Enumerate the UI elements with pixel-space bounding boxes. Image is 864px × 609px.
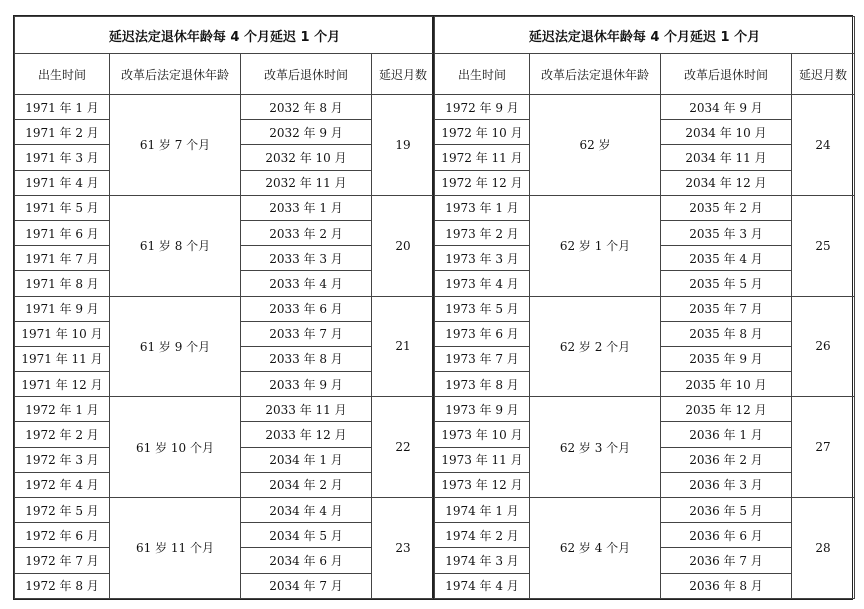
birth-time-cell: 1973 年 9 月	[435, 397, 530, 422]
retirement-time-cell: 2034 年 2 月	[241, 472, 372, 497]
birth-time-cell: 1971 年 1 月	[15, 95, 110, 120]
retirement-time-cell: 2033 年 3 月	[241, 246, 372, 271]
retirement-time-cell: 2035 年 2 月	[661, 195, 792, 220]
table-row	[15, 397, 435, 422]
table-row	[15, 498, 435, 523]
birth-time-cell: 1972 年 1 月	[15, 397, 110, 422]
retirement-age-cell: 61 岁 10 个月	[110, 397, 241, 498]
retirement-time-cell: 2035 年 7 月	[661, 296, 792, 321]
header-birth-time: 出生时间	[435, 54, 530, 95]
retirement-age-cell: 62 岁 3 个月	[530, 397, 661, 498]
retirement-time-cell: 2033 年 8 月	[241, 346, 372, 371]
birth-time-cell: 1972 年 9 月	[435, 95, 530, 120]
birth-time-cell: 1971 年 3 月	[15, 145, 110, 170]
delay-months-cell: 19	[372, 95, 435, 196]
birth-time-cell: 1971 年 5 月	[15, 195, 110, 220]
delay-months-cell: 28	[792, 498, 855, 599]
table-row	[15, 95, 435, 120]
retirement-time-cell: 2032 年 11 月	[241, 170, 372, 195]
retirement-time-cell: 2036 年 6 月	[661, 523, 792, 548]
birth-time-cell: 1972 年 8 月	[15, 573, 110, 598]
header-retirement-age: 改革后法定退休年龄	[530, 54, 661, 95]
delay-months-cell: 22	[372, 397, 435, 498]
birth-time-cell: 1973 年 7 月	[435, 346, 530, 371]
header-delay-months: 延迟月数	[372, 54, 435, 95]
retirement-time-cell: 2035 年 3 月	[661, 220, 792, 245]
birth-time-cell: 1973 年 4 月	[435, 271, 530, 296]
table-body	[435, 95, 855, 599]
retirement-table-left	[13, 15, 433, 600]
delay-months-cell: 27	[792, 397, 855, 498]
header-retirement-time: 改革后退休时间	[241, 54, 372, 95]
birth-time-cell: 1971 年 9 月	[15, 296, 110, 321]
birth-time-cell: 1971 年 8 月	[15, 271, 110, 296]
birth-time-cell: 1973 年 11 月	[435, 447, 530, 472]
retirement-time-cell: 2035 年 9 月	[661, 346, 792, 371]
retirement-age-cell: 62 岁 4 个月	[530, 498, 661, 599]
birth-time-cell: 1971 年 12 月	[15, 372, 110, 397]
birth-time-cell: 1973 年 8 月	[435, 372, 530, 397]
birth-time-cell: 1971 年 10 月	[15, 321, 110, 346]
header-birth-time: 出生时间	[15, 54, 110, 95]
retirement-age-cell: 62 岁 2 个月	[530, 296, 661, 397]
retirement-time-cell: 2034 年 9 月	[661, 95, 792, 120]
delay-months-cell: 21	[372, 296, 435, 397]
retirement-time-cell: 2034 年 1 月	[241, 447, 372, 472]
retirement-time-cell: 2035 年 8 月	[661, 321, 792, 346]
table-row	[15, 195, 435, 220]
retirement-time-cell: 2034 年 5 月	[241, 523, 372, 548]
retirement-time-cell: 2034 年 4 月	[241, 498, 372, 523]
table-row	[435, 498, 855, 523]
retirement-time-cell: 2036 年 8 月	[661, 573, 792, 598]
birth-time-cell: 1973 年 3 月	[435, 246, 530, 271]
birth-time-cell: 1971 年 2 月	[15, 120, 110, 145]
table-row	[435, 95, 855, 120]
table-row	[435, 195, 855, 220]
birth-time-cell: 1971 年 11 月	[15, 346, 110, 371]
retirement-time-cell: 2035 年 10 月	[661, 372, 792, 397]
birth-time-cell: 1973 年 1 月	[435, 195, 530, 220]
header-retirement-time: 改革后退休时间	[661, 54, 792, 95]
birth-time-cell: 1972 年 4 月	[15, 472, 110, 497]
birth-time-cell: 1971 年 6 月	[15, 220, 110, 245]
retirement-time-cell: 2034 年 6 月	[241, 548, 372, 573]
retirement-time-cell: 2034 年 12 月	[661, 170, 792, 195]
retirement-age-cell: 61 岁 7 个月	[110, 95, 241, 196]
table-row	[15, 296, 435, 321]
retirement-table-right	[433, 15, 853, 600]
retirement-time-cell: 2033 年 6 月	[241, 296, 372, 321]
table-body	[15, 95, 435, 599]
table-title: 延迟法定退休年龄每 4 个月延迟 1 个月	[435, 17, 855, 54]
retirement-time-cell: 2035 年 12 月	[661, 397, 792, 422]
birth-time-cell: 1973 年 2 月	[435, 220, 530, 245]
birth-time-cell: 1971 年 4 月	[15, 170, 110, 195]
birth-time-cell: 1972 年 6 月	[15, 523, 110, 548]
retirement-age-cell: 62 岁 1 个月	[530, 195, 661, 296]
birth-time-cell: 1973 年 10 月	[435, 422, 530, 447]
birth-time-cell: 1972 年 2 月	[15, 422, 110, 447]
birth-time-cell: 1974 年 1 月	[435, 498, 530, 523]
retirement-age-cell: 61 岁 8 个月	[110, 195, 241, 296]
birth-time-cell: 1973 年 12 月	[435, 472, 530, 497]
table-row	[435, 397, 855, 422]
retirement-age-cell: 61 岁 11 个月	[110, 498, 241, 599]
birth-time-cell: 1973 年 6 月	[435, 321, 530, 346]
birth-time-cell: 1972 年 12 月	[435, 170, 530, 195]
retirement-age-cell: 61 岁 9 个月	[110, 296, 241, 397]
retirement-age-cell: 62 岁	[530, 95, 661, 196]
header-retirement-age: 改革后法定退休年龄	[110, 54, 241, 95]
table-row	[435, 296, 855, 321]
retirement-time-cell: 2032 年 8 月	[241, 95, 372, 120]
retirement-time-cell: 2036 年 5 月	[661, 498, 792, 523]
birth-time-cell: 1973 年 5 月	[435, 296, 530, 321]
retirement-time-cell: 2033 年 11 月	[241, 397, 372, 422]
retirement-time-cell: 2033 年 9 月	[241, 372, 372, 397]
retirement-time-cell: 2036 年 3 月	[661, 472, 792, 497]
retirement-time-cell: 2036 年 1 月	[661, 422, 792, 447]
table-title: 延迟法定退休年龄每 4 个月延迟 1 个月	[15, 17, 435, 54]
retirement-time-cell: 2034 年 11 月	[661, 145, 792, 170]
retirement-time-cell: 2033 年 12 月	[241, 422, 372, 447]
retirement-time-cell: 2034 年 7 月	[241, 573, 372, 598]
delay-months-cell: 20	[372, 195, 435, 296]
birth-time-cell: 1972 年 10 月	[435, 120, 530, 145]
retirement-time-cell: 2035 年 5 月	[661, 271, 792, 296]
retirement-time-cell: 2032 年 9 月	[241, 120, 372, 145]
retirement-time-cell: 2034 年 10 月	[661, 120, 792, 145]
birth-time-cell: 1972 年 11 月	[435, 145, 530, 170]
retirement-time-cell: 2033 年 2 月	[241, 220, 372, 245]
retirement-time-cell: 2033 年 1 月	[241, 195, 372, 220]
retirement-time-cell: 2036 年 7 月	[661, 548, 792, 573]
delay-months-cell: 26	[792, 296, 855, 397]
birth-time-cell: 1974 年 4 月	[435, 573, 530, 598]
birth-time-cell: 1974 年 2 月	[435, 523, 530, 548]
delay-months-cell: 24	[792, 95, 855, 196]
birth-time-cell: 1972 年 3 月	[15, 447, 110, 472]
retirement-time-cell: 2036 年 2 月	[661, 447, 792, 472]
header-delay-months: 延迟月数	[792, 54, 855, 95]
retirement-time-cell: 2033 年 4 月	[241, 271, 372, 296]
retirement-time-cell: 2032 年 10 月	[241, 145, 372, 170]
birth-time-cell: 1972 年 5 月	[15, 498, 110, 523]
delay-months-cell: 23	[372, 498, 435, 599]
retirement-time-cell: 2033 年 7 月	[241, 321, 372, 346]
birth-time-cell: 1972 年 7 月	[15, 548, 110, 573]
delay-months-cell: 25	[792, 195, 855, 296]
birth-time-cell: 1974 年 3 月	[435, 548, 530, 573]
birth-time-cell: 1971 年 7 月	[15, 246, 110, 271]
retirement-time-cell: 2035 年 4 月	[661, 246, 792, 271]
